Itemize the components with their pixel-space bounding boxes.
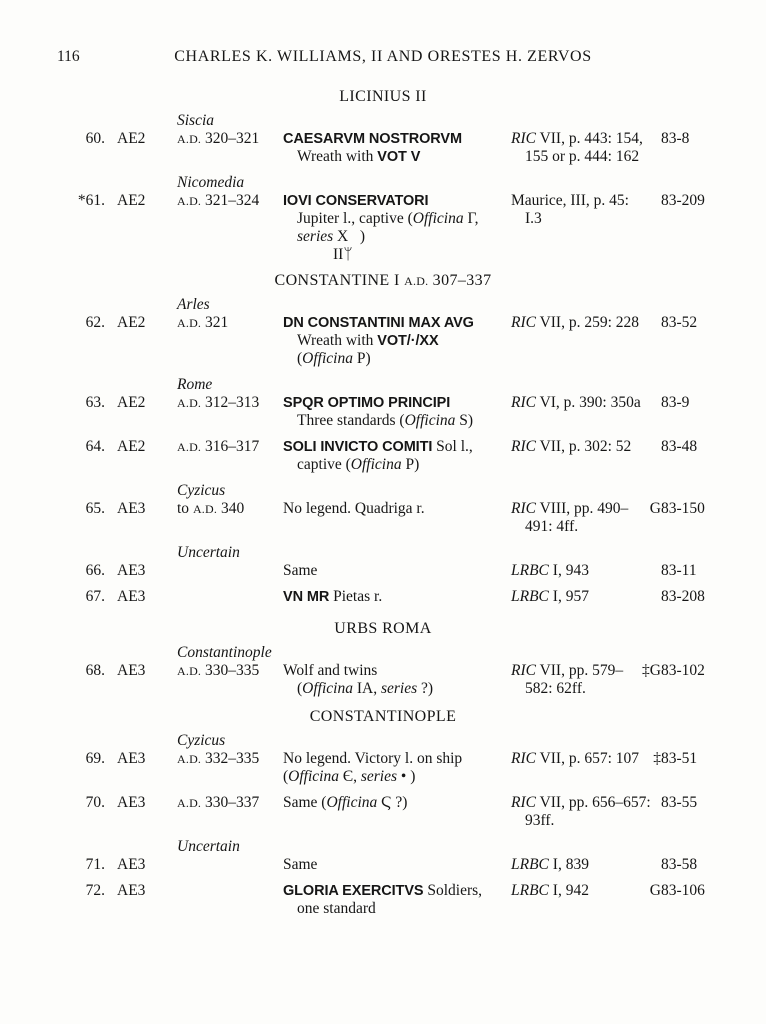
catalog-entry — [57, 732, 766, 786]
description-line — [283, 882, 511, 900]
text-run: 330–335 — [201, 662, 260, 679]
text-run: A.D. — [177, 194, 202, 208]
text-run: Sol l., — [432, 438, 473, 455]
catalog-number — [647, 794, 766, 830]
text-run: 340 — [217, 500, 245, 517]
catalog-entry — [57, 838, 766, 874]
mint-date-cell — [177, 112, 283, 166]
entry-id — [57, 112, 177, 166]
entry-description — [283, 732, 511, 786]
entry-number: 62. — [85, 314, 105, 331]
date-label — [177, 192, 283, 210]
text-run: Pietas r. — [329, 588, 383, 605]
mint-label: Rome — [177, 376, 213, 393]
mint-label: Siscia — [177, 112, 215, 129]
entry-description — [283, 112, 511, 166]
entry-reference — [511, 112, 647, 166]
text-run: VN MR — [283, 589, 330, 605]
catalog-number-value: 83-106 — [661, 882, 705, 899]
entry-number: 63. — [85, 394, 105, 411]
text-run: Ϛ ?) — [377, 794, 408, 811]
entry-denomination: AE3 — [117, 750, 146, 767]
text-run: Jupiter l., captive ( — [297, 210, 413, 227]
catalog-section — [0, 272, 766, 606]
entry-description — [283, 174, 511, 264]
text-run: one standard — [297, 900, 376, 917]
entry-reference — [511, 882, 647, 918]
text-run: LRBC — [511, 856, 549, 873]
description-line — [283, 394, 511, 412]
text-run: 332–335 — [201, 750, 260, 767]
text-run: ?) — [417, 680, 434, 697]
catalog-number — [647, 544, 766, 580]
mint-date-cell — [177, 838, 283, 874]
description-line — [283, 456, 511, 474]
text-run: VII, p. 259: 228 — [535, 314, 640, 331]
entry-description — [283, 296, 511, 368]
text-run: 316–317 — [201, 438, 260, 455]
mint-date-cell — [177, 644, 283, 698]
catalog-number — [642, 644, 766, 698]
catalog-number-prefix: G — [649, 500, 661, 517]
mint-label: Uncertain — [177, 544, 240, 561]
mint-date-cell — [177, 732, 283, 786]
description-line — [283, 900, 511, 918]
entry-id — [57, 482, 177, 536]
text-run: A.D. — [177, 752, 202, 766]
entry-id — [57, 376, 177, 430]
description-line — [283, 246, 511, 264]
text-run: RIC — [511, 438, 536, 455]
text-run: VOT/·/XX — [377, 333, 439, 349]
entry-id — [57, 732, 177, 786]
catalog-number-value: 83-55 — [661, 794, 698, 811]
entry-reference — [511, 732, 647, 786]
entry-denomination: AE3 — [117, 588, 146, 605]
catalog-number-prefix: ‡ — [653, 750, 661, 767]
text-run: 321–324 — [201, 192, 260, 209]
text-run: VII, p. 302: 52 — [535, 438, 632, 455]
reference-line — [511, 588, 647, 606]
text-run: LICINIUS II — [339, 88, 427, 105]
mint-label: Constantinople — [177, 644, 272, 661]
text-run: VIII, pp. 490– — [535, 500, 629, 517]
entry-denomination: AE3 — [117, 562, 146, 579]
text-run: Є, — [338, 768, 361, 785]
text-run: RIC — [511, 314, 536, 331]
entry-reference — [511, 376, 647, 430]
catalog-number — [647, 112, 766, 166]
text-run: VII, pp. 579– — [535, 662, 624, 679]
text-run: SPQR OPTIMO PRINCIPI — [283, 395, 451, 411]
text-run: IIᛘ — [333, 246, 353, 263]
catalog-number-prefix: ‡G — [642, 662, 661, 679]
text-run: series — [297, 228, 334, 245]
text-run: SOLI INVICTO COMITI — [283, 439, 433, 455]
catalog-number — [647, 296, 766, 368]
entry-number: 65. — [85, 500, 105, 517]
date-label — [177, 394, 283, 412]
text-run: 93ff. — [525, 812, 555, 829]
date-label — [177, 794, 283, 812]
text-run: A.D. — [177, 132, 202, 146]
text-run: I, 957 — [548, 588, 589, 605]
mint-date-cell — [177, 482, 283, 536]
description-line — [283, 768, 511, 786]
text-run: A.D. — [177, 664, 202, 678]
catalog-entry — [57, 544, 766, 580]
text-run: No legend. Victory l. on ship — [283, 750, 463, 767]
catalog-number-value: 83-51 — [661, 750, 698, 767]
running-title: CHARLES K. WILLIAMS, II AND ORESTES H. ZERVOS — [174, 48, 592, 65]
entry-reference — [511, 644, 647, 698]
description-line — [283, 412, 511, 430]
text-run: S) — [455, 412, 474, 429]
entry-denomination: AE3 — [117, 882, 146, 899]
catalog-number — [647, 482, 766, 536]
catalog-number — [647, 438, 766, 474]
entry-id — [57, 882, 177, 918]
text-run: A.D. — [177, 396, 202, 410]
catalog-number — [647, 882, 766, 918]
mint-label: Cyzicus — [177, 482, 226, 499]
text-run: VII, pp. 656–657: — [535, 794, 651, 811]
date-label — [177, 662, 283, 680]
entry-number: 66. — [85, 562, 105, 579]
text-run: ( — [283, 768, 289, 785]
text-run: A.D. — [177, 316, 202, 330]
reference-line — [511, 518, 647, 536]
catalog-number-value: 83-209 — [661, 192, 705, 209]
mint-date-cell — [177, 794, 283, 830]
text-run: Wreath with — [297, 332, 378, 349]
catalog-number-value: 83-9 — [661, 394, 690, 411]
text-run: series — [360, 768, 398, 785]
description-line — [283, 210, 511, 228]
entry-denomination: AE2 — [117, 130, 146, 147]
text-run: I, 943 — [548, 562, 589, 579]
entry-reference — [511, 544, 647, 580]
description-line — [283, 794, 511, 812]
text-run: Soldiers, — [423, 882, 483, 899]
entry-denomination: AE2 — [117, 314, 146, 331]
entry-number: *61. — [77, 192, 105, 209]
entry-reference — [511, 588, 647, 606]
text-run: CAESARVM NOSTRORVM — [283, 131, 462, 147]
catalog-number-value: 83-150 — [661, 500, 705, 517]
catalog — [0, 88, 766, 918]
catalog-entry — [57, 882, 766, 918]
mint-label: Cyzicus — [177, 732, 226, 749]
mint-date-cell — [177, 588, 283, 606]
section-heading — [0, 708, 766, 726]
entry-reference — [511, 438, 647, 474]
text-run: RIC — [511, 750, 536, 767]
catalog-number-value: 83-8 — [661, 130, 690, 147]
description-line — [283, 192, 511, 210]
mint-date-cell — [177, 296, 283, 368]
text-run: A.D. — [404, 274, 429, 288]
text-run: A.D. — [177, 796, 202, 810]
reference-line — [511, 662, 647, 680]
text-run: 330–337 — [201, 794, 260, 811]
text-run: P) — [352, 350, 371, 367]
text-run: Wolf and twins — [283, 662, 378, 679]
catalog-number — [647, 838, 766, 874]
text-run: Officina — [302, 680, 353, 697]
entry-id — [57, 838, 177, 874]
description-line — [283, 750, 511, 768]
entry-number: 64. — [85, 438, 105, 455]
text-run: A.D. — [177, 440, 202, 454]
text-run: I, 839 — [548, 856, 589, 873]
description-line — [283, 588, 511, 606]
text-run: ( — [297, 680, 303, 697]
entry-denomination: AE3 — [117, 500, 146, 517]
catalog-number — [647, 174, 766, 264]
entry-denomination: AE3 — [117, 856, 146, 873]
entry-reference — [511, 174, 647, 264]
text-run: Officina — [326, 794, 378, 811]
text-run: 582: 62ff. — [525, 680, 586, 697]
mint-date-cell — [177, 174, 283, 264]
text-run: 312–313 — [201, 394, 260, 411]
description-line — [283, 314, 511, 332]
entry-denomination: AE2 — [117, 394, 146, 411]
entry-description — [283, 644, 511, 698]
text-run: RIC — [511, 130, 536, 147]
text-run: Same — [283, 856, 318, 873]
catalog-number-value: 83-208 — [661, 588, 705, 605]
catalog-entry — [57, 112, 766, 166]
text-run: P) — [401, 456, 420, 473]
entry-id — [57, 644, 177, 698]
text-run: Maurice, III, p. 45: — [511, 192, 629, 209]
text-run: RIC — [511, 500, 536, 517]
description-line — [283, 438, 511, 456]
entry-description — [283, 376, 511, 430]
entry-number: 72. — [85, 882, 105, 899]
description-line — [283, 228, 511, 246]
mint-label: Uncertain — [177, 838, 240, 855]
catalog-entry — [57, 644, 766, 698]
catalog-section — [0, 620, 766, 698]
catalog-entry — [57, 438, 766, 474]
entry-id — [57, 296, 177, 368]
entry-denomination: AE2 — [117, 192, 146, 209]
text-run: RIC — [511, 662, 536, 679]
catalog-number-value: 83-102 — [661, 662, 705, 679]
description-line — [283, 856, 511, 874]
description-line — [283, 500, 511, 518]
reference-line — [511, 882, 647, 900]
reference-line — [511, 856, 647, 874]
text-run: Officina — [350, 456, 402, 473]
text-run: GLORIA EXERCITVS — [283, 883, 424, 899]
mint-date-cell — [177, 544, 283, 580]
text-run: Three standards ( — [297, 412, 405, 429]
catalog-entry — [57, 296, 766, 368]
entry-description — [283, 882, 511, 918]
description-line — [283, 148, 511, 166]
text-run: A.D. — [192, 502, 218, 516]
section-heading — [0, 272, 766, 290]
entry-number: 69. — [85, 750, 105, 767]
text-run: 320–321 — [201, 130, 260, 147]
reference-line — [511, 812, 647, 830]
entry-number: 70. — [85, 794, 105, 811]
section-heading — [0, 88, 766, 106]
entry-description — [283, 482, 511, 536]
entry-description — [283, 794, 511, 830]
text-run: Officina — [302, 350, 353, 367]
catalog-entry — [57, 794, 766, 830]
mint-date-cell — [177, 882, 283, 918]
catalog-number-value: 83-52 — [661, 314, 698, 331]
reference-line — [511, 192, 647, 210]
reference-line — [511, 438, 647, 456]
text-run: VI, p. 390: 350a — [535, 394, 641, 411]
entry-number: 68. — [85, 662, 105, 679]
text-run: 155 or p. 444: 162 — [525, 148, 640, 165]
entry-description — [283, 838, 511, 874]
text-run: VII, p. 657: 107 — [535, 750, 640, 767]
text-run: DN CONSTANTINI MAX AVG — [283, 315, 474, 331]
entry-reference — [511, 296, 647, 368]
catalog-section — [0, 708, 766, 918]
text-run: Same — [283, 562, 318, 579]
date-label — [177, 500, 283, 518]
date-label — [177, 750, 283, 768]
entry-description — [283, 438, 511, 474]
text-run: Officina — [288, 768, 339, 785]
text-run: 307–337 — [428, 272, 492, 289]
description-line — [283, 130, 511, 148]
text-run: VII, p. 443: 154, — [535, 130, 643, 147]
text-run: VOT V — [377, 149, 421, 165]
entry-denomination: AE3 — [117, 662, 146, 679]
entry-id — [57, 438, 177, 474]
reference-line — [511, 314, 647, 332]
description-line — [283, 680, 511, 698]
text-run: Officina — [404, 412, 456, 429]
reference-line — [511, 750, 647, 768]
catalog-entry — [57, 174, 766, 264]
description-line — [283, 662, 511, 680]
mint-label: Nicomedia — [177, 174, 245, 191]
catalog-number-value: 83-58 — [661, 856, 698, 873]
text-run: 321 — [201, 314, 229, 331]
entry-reference — [511, 838, 647, 874]
description-line — [283, 350, 511, 368]
text-run: IA, — [352, 680, 381, 697]
entry-id — [57, 794, 177, 830]
date-label — [177, 438, 283, 456]
text-run: 491: 4ff. — [525, 518, 579, 535]
entry-id — [57, 174, 177, 264]
entry-denomination: AE2 — [117, 438, 146, 455]
text-run: LRBC — [511, 588, 549, 605]
reference-line — [511, 394, 647, 412]
text-run: Wreath with — [297, 148, 378, 165]
catalog-number — [647, 732, 766, 786]
page-header — [0, 0, 766, 66]
catalog-number — [647, 376, 766, 430]
catalog-entry — [57, 588, 766, 606]
text-run: LRBC — [511, 562, 549, 579]
text-run: Officina — [412, 210, 464, 227]
text-run: No legend. Quadriga r. — [283, 500, 425, 517]
entry-number: 71. — [85, 856, 105, 873]
entry-reference — [511, 482, 647, 536]
text-run: CONSTANTINOPLE — [309, 708, 457, 725]
mint-date-cell — [177, 376, 283, 430]
text-run: I, 942 — [548, 882, 589, 899]
entry-number: 60. — [85, 130, 105, 147]
reference-line — [511, 148, 647, 166]
description-line — [283, 562, 511, 580]
entry-description — [283, 544, 511, 580]
text-run: LRBC — [511, 882, 549, 899]
entry-id — [57, 544, 177, 580]
text-run: to — [177, 500, 193, 517]
catalog-entry — [57, 482, 766, 536]
reference-line — [511, 130, 647, 148]
mint-date-cell — [177, 438, 283, 474]
reference-line — [511, 562, 647, 580]
text-run: CONSTANTINE I — [274, 272, 405, 289]
entry-description — [283, 588, 511, 606]
date-label — [177, 130, 283, 148]
mint-label: Arles — [177, 296, 210, 313]
text-run: captive ( — [297, 456, 351, 473]
text-run: Same ( — [283, 794, 327, 811]
text-run: • ) — [397, 768, 416, 785]
reference-line — [511, 210, 647, 228]
entry-number: 67. — [85, 588, 105, 605]
catalog-number-value: 83-48 — [661, 438, 698, 455]
catalog-number — [647, 588, 766, 606]
text-run: RIC — [511, 394, 536, 411]
catalog-number-prefix: G — [649, 882, 661, 899]
text-run: Γ, — [463, 210, 479, 227]
reference-line — [511, 500, 647, 518]
text-run: X ) — [333, 228, 366, 245]
date-label — [177, 314, 283, 332]
page-number: 116 — [57, 48, 80, 65]
text-run: URBS ROMA — [334, 620, 432, 637]
description-line — [283, 332, 511, 350]
reference-line — [511, 794, 651, 812]
catalog-entry — [57, 376, 766, 430]
text-run: RIC — [511, 794, 536, 811]
entry-reference — [511, 794, 651, 830]
section-heading — [0, 620, 766, 638]
entry-denomination: AE3 — [117, 794, 146, 811]
text-run: ( — [297, 350, 303, 367]
reference-line — [511, 680, 647, 698]
catalog-section — [0, 88, 766, 264]
catalog-number-value: 83-11 — [661, 562, 697, 579]
text-run: series — [380, 680, 418, 697]
entry-id — [57, 588, 177, 606]
text-run: I.3 — [525, 210, 542, 227]
text-run: IOVI CONSERVATORI — [283, 193, 429, 209]
